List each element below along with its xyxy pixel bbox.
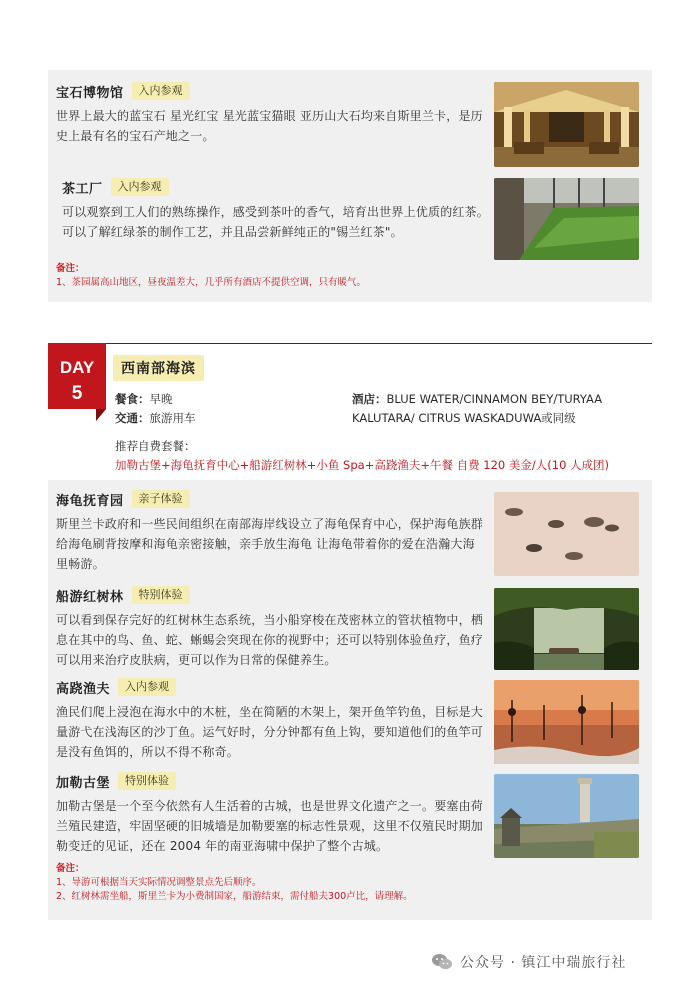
bottom-attractions-panel [48, 480, 652, 920]
hotel-info [352, 390, 652, 428]
attraction-description: 渔民们爬上浸泡在海水中的木桩，坐在简陋的木架上，架开鱼竿钓鱼，目标是大量游弋在浅海区的沙丁鱼。运气好时，分分钟都有鱼上钩，要知道他们的鱼竿可是没有鱼饵的，所以不得不称奇。 [56, 705, 484, 759]
mangrove-photo [494, 588, 639, 670]
attraction-tag: 入内参观 [118, 678, 176, 696]
day-divider [48, 343, 652, 344]
attraction-tag: 特别体验 [118, 772, 176, 790]
transport-info [115, 409, 196, 428]
wechat-icon [430, 950, 454, 974]
day-label: DAY [59, 358, 95, 377]
attraction-description: 可以看到保存完好的红树林生态系统，当小船穿梭在茂密林立的管状植物中，栖息在其中的鸟、鱼、蛇、蜥蜴会突现在你的视野中；还可以特别体验鱼疗，鱼疗可以用来治疗皮肤病，更可以作为日常的保健养生。 [56, 613, 484, 667]
stilt-fishermen-photo [494, 680, 639, 764]
recommended-package-text: 加勒古堡+海龟抚育中心+船游红树林+小鱼 Spa+高跷渔夫+午餐 自费 120 美金/人(10 人成团) [115, 458, 610, 472]
attraction-turtle-hatchery [56, 488, 484, 574]
top-note [56, 262, 366, 290]
attraction-tag: 入内参观 [111, 178, 169, 196]
transport-value: 旅游用车 [149, 411, 196, 425]
day-title: 西南部海滨 [113, 355, 204, 381]
attraction-mangrove-boat [56, 584, 484, 670]
attraction-description: 斯里兰卡政府和一些民间组织在南部海岸线设立了海龟保育中心，保护海龟族群 给海龟刷背按摩和海龟亲密接触，亲手放生海龟 让海龟带着你的爱在浩瀚大海里畅游。 [56, 517, 484, 571]
hotel-value: BLUE WATER/CINNAMON BEY/TURYAA KALUTARA/ CITRUS WASKADUWA或同级 [352, 392, 603, 425]
gem-museum-photo [494, 82, 639, 167]
footer-watermark [430, 950, 626, 974]
note-line: 1、导游可根据当天实际情况调整景点先后顺序。 [56, 877, 262, 888]
attraction-title: 加勒古堡 [56, 775, 111, 791]
recommended-package-label: 推荐自费套餐： [115, 439, 196, 453]
attraction-tea-factory [62, 176, 490, 242]
tea-factory-photo [494, 178, 639, 260]
attraction-tag: 入内参观 [132, 82, 190, 100]
attraction-description: 可以观察到工人们的熟练操作，感受到茶叶的香气，培育出世界上优质的红茶。可以了解红绿茶的制作工艺，并且品尝新鲜纯正的"锡兰红茶"。 [62, 205, 490, 239]
attraction-title: 船游红树林 [56, 589, 124, 605]
attraction-description: 加勒古堡是一个至今依然有人生活着的古城，也是世界文化遗产之一。要塞由荷兰殖民建造，牢固坚硬的旧城墙是加勒要塞的标志性景观，这里不仅殖民时期加勒变迁的见证，还在 2004 年的南亚海啸中保护了整个古城。 [56, 799, 484, 853]
attraction-stilt-fishermen [56, 676, 484, 762]
attraction-description: 世界上最大的蓝宝石 星光红宝 星光蓝宝猫眼 亚历山大石均来自斯里兰卡，是历史上最有名的宝石产地之一。 [56, 109, 483, 143]
day-badge [48, 343, 106, 421]
attraction-gem-museum [56, 80, 484, 146]
attraction-galle-fort [56, 770, 484, 856]
bottom-note [56, 862, 413, 904]
turtle-photo [494, 492, 639, 576]
day-number: 5 [71, 383, 83, 404]
attraction-tag: 特别体验 [132, 586, 190, 604]
hotel-label: 酒店： [352, 392, 387, 406]
meal-value: 早晚 [149, 392, 173, 406]
transport-label: 交通： [115, 411, 150, 425]
attraction-title: 高跷渔夫 [56, 681, 111, 697]
attraction-title: 茶工厂 [62, 181, 103, 197]
attraction-tag: 亲子体验 [132, 490, 190, 508]
meal-label: 餐食： [115, 392, 150, 406]
note-line: 1、茶园属高山地区，昼夜温差大，几乎所有酒店不提供空调，只有暖气。 [56, 277, 367, 288]
galle-fort-photo [494, 774, 639, 858]
note-label: 备注： [56, 863, 85, 874]
meal-info [115, 390, 173, 409]
note-line: 2、红树林需坐船，斯里兰卡为小费制国家，船游结束，需付船夫300卢比，请理解。 [56, 891, 413, 902]
attraction-title: 宝石博物馆 [56, 85, 124, 101]
top-attractions-panel [48, 70, 652, 302]
attraction-title: 海龟抚育园 [56, 493, 124, 509]
note-label: 备注： [56, 263, 85, 274]
footer-text: 公众号 · 镇江中瑞旅行社 [460, 955, 627, 971]
